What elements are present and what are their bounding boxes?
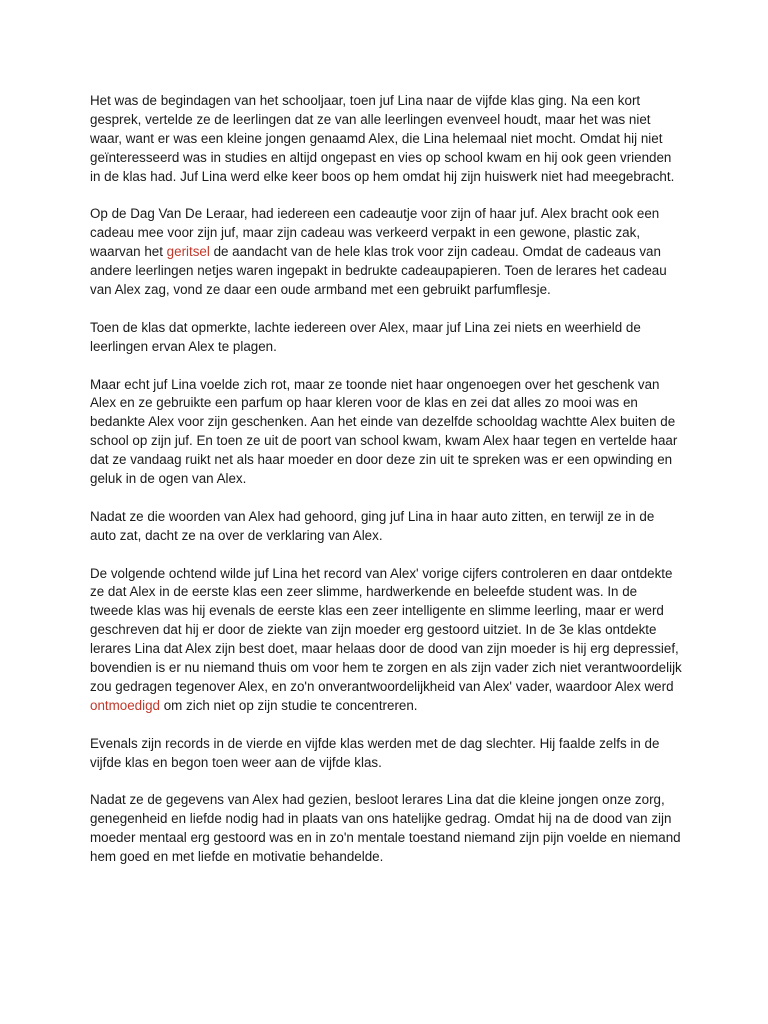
paragraph-6-text-before: De volgende ochtend wilde juf Lina het record van Alex' vorige cijfers controleren en daar ontdekte ze dat Alex in de eerste klas een zeer slimme, hardwerkende en beleefde student was. In de tweede klas was hij evenals de eerste klas een zeer intelligente en slimme leerling, maar er werd geschreven dat hij er door de ziekte van zijn moeder erg gestoord uitziet. In de 3e klas ontdekte lerares Lina dat Alex zijn best doet, maar helaas door de dood van zijn moeder is hij erg depressief, bovendien is er nu niemand thuis om voor hem te zorgen en als zijn vader zich niet verantwoordelijk zou gedragen tegenover Alex, en zo'n onverantwoordelijkheid van Alex' vader, waardoor Alex werd [90,565,682,695]
paragraph-8: Nadat ze de gegevens van Alex had gezien, besloot lerares Lina dat die kleine jongen onze zorg, genegenheid en liefde nodig had in plaats van ons hatelijke gedrag. Omdat hij na de dood van zijn moeder mentaal erg gestoord was en in zo'n mentale toestand niemand zijn pijn voelde en niemand hem goed en met liefde en motivatie behandelde. [90,792,681,865]
paragraph-5: Nadat ze die woorden van Alex had gehoord, ging juf Lina in haar auto zitten, en terwijl ze in de auto zat, dacht ze na over de verklaring van Alex. [90,508,655,543]
paragraph-2-text-after: de aandacht van de hele klas trok voor zijn cadeau. Omdat de cadeaus van andere leerlingen netjes waren ingepakt in bedrukte cadeaupapieren. Toen de lerares het cadeau van Alex zag, vond ze daar een oude armband met een gebruikt parfumflesje. [90,244,667,298]
paragraph-3: Toen de klas dat opmerkte, lachte iedereen over Alex, maar juf Lina zei niets en weerhield de leerlingen ervan Alex te plagen. [90,319,641,354]
paragraph-7: Evenals zijn records in de vierde en vijfde klas werden met de dag slechter. Hij faalde zelfs in de vijfde klas en begon toen weer aan de vijfde klas. [90,735,660,770]
paragraph-6-text-after: om zich niet op zijn studie te concentreren. [159,697,418,713]
paragraph-6 [90,565,682,716]
highlighted-word-ontmoedigd[interactable]: ontmoedigd [90,697,160,713]
paragraph-2 [90,205,682,300]
paragraph-4: Maar echt juf Lina voelde zich rot, maar ze toonde niet haar ongenoegen over het geschenk van Alex en ze gebruikte een parfum op haar kleren voor de klas en zei dat alles zo mooi was en bedankte Alex voor zijn geschenken. Aan het einde van dezelfde schooldag wachtte Alex buiten de school op zijn juf. En toen ze uit de poort van school kwam, kwam Alex haar tegen en vertelde haar dat ze vandaag ruikt net als haar moeder en door deze zin uit te spreken was er een opwinding en geluk in de ogen van Alex. [90,376,678,487]
paragraph-1: Het was de begindagen van het schooljaar, toen juf Lina naar de vijfde klas ging. Na een kort gesprek, vertelde ze de leerlingen dat ze van alle leerlingen evenveel houdt, maar het was niet waar, want er was een kleine jongen genaamd Alex, die Lina helemaal niet mocht. Omdat hij niet geïnteresseerd was in studies en altijd ongepast en vies op school kwam en hij ook geen vrienden in de klas had. Juf Lina werd elke keer boos op hem omdat hij zijn huiswerk niet had meegebracht. [90,93,675,184]
highlighted-word-geritsel[interactable]: geritsel [166,244,210,260]
document-page [90,92,682,886]
paragraph-2-text-before: Op de Dag Van De Leraar, had iedereen een cadeautje voor zijn of haar juf. Alex bracht ook een cadeau mee voor zijn juf, maar zijn cadeau was verkeerd verpakt in een gewone, plastic zak, waarvan het [90,206,660,260]
